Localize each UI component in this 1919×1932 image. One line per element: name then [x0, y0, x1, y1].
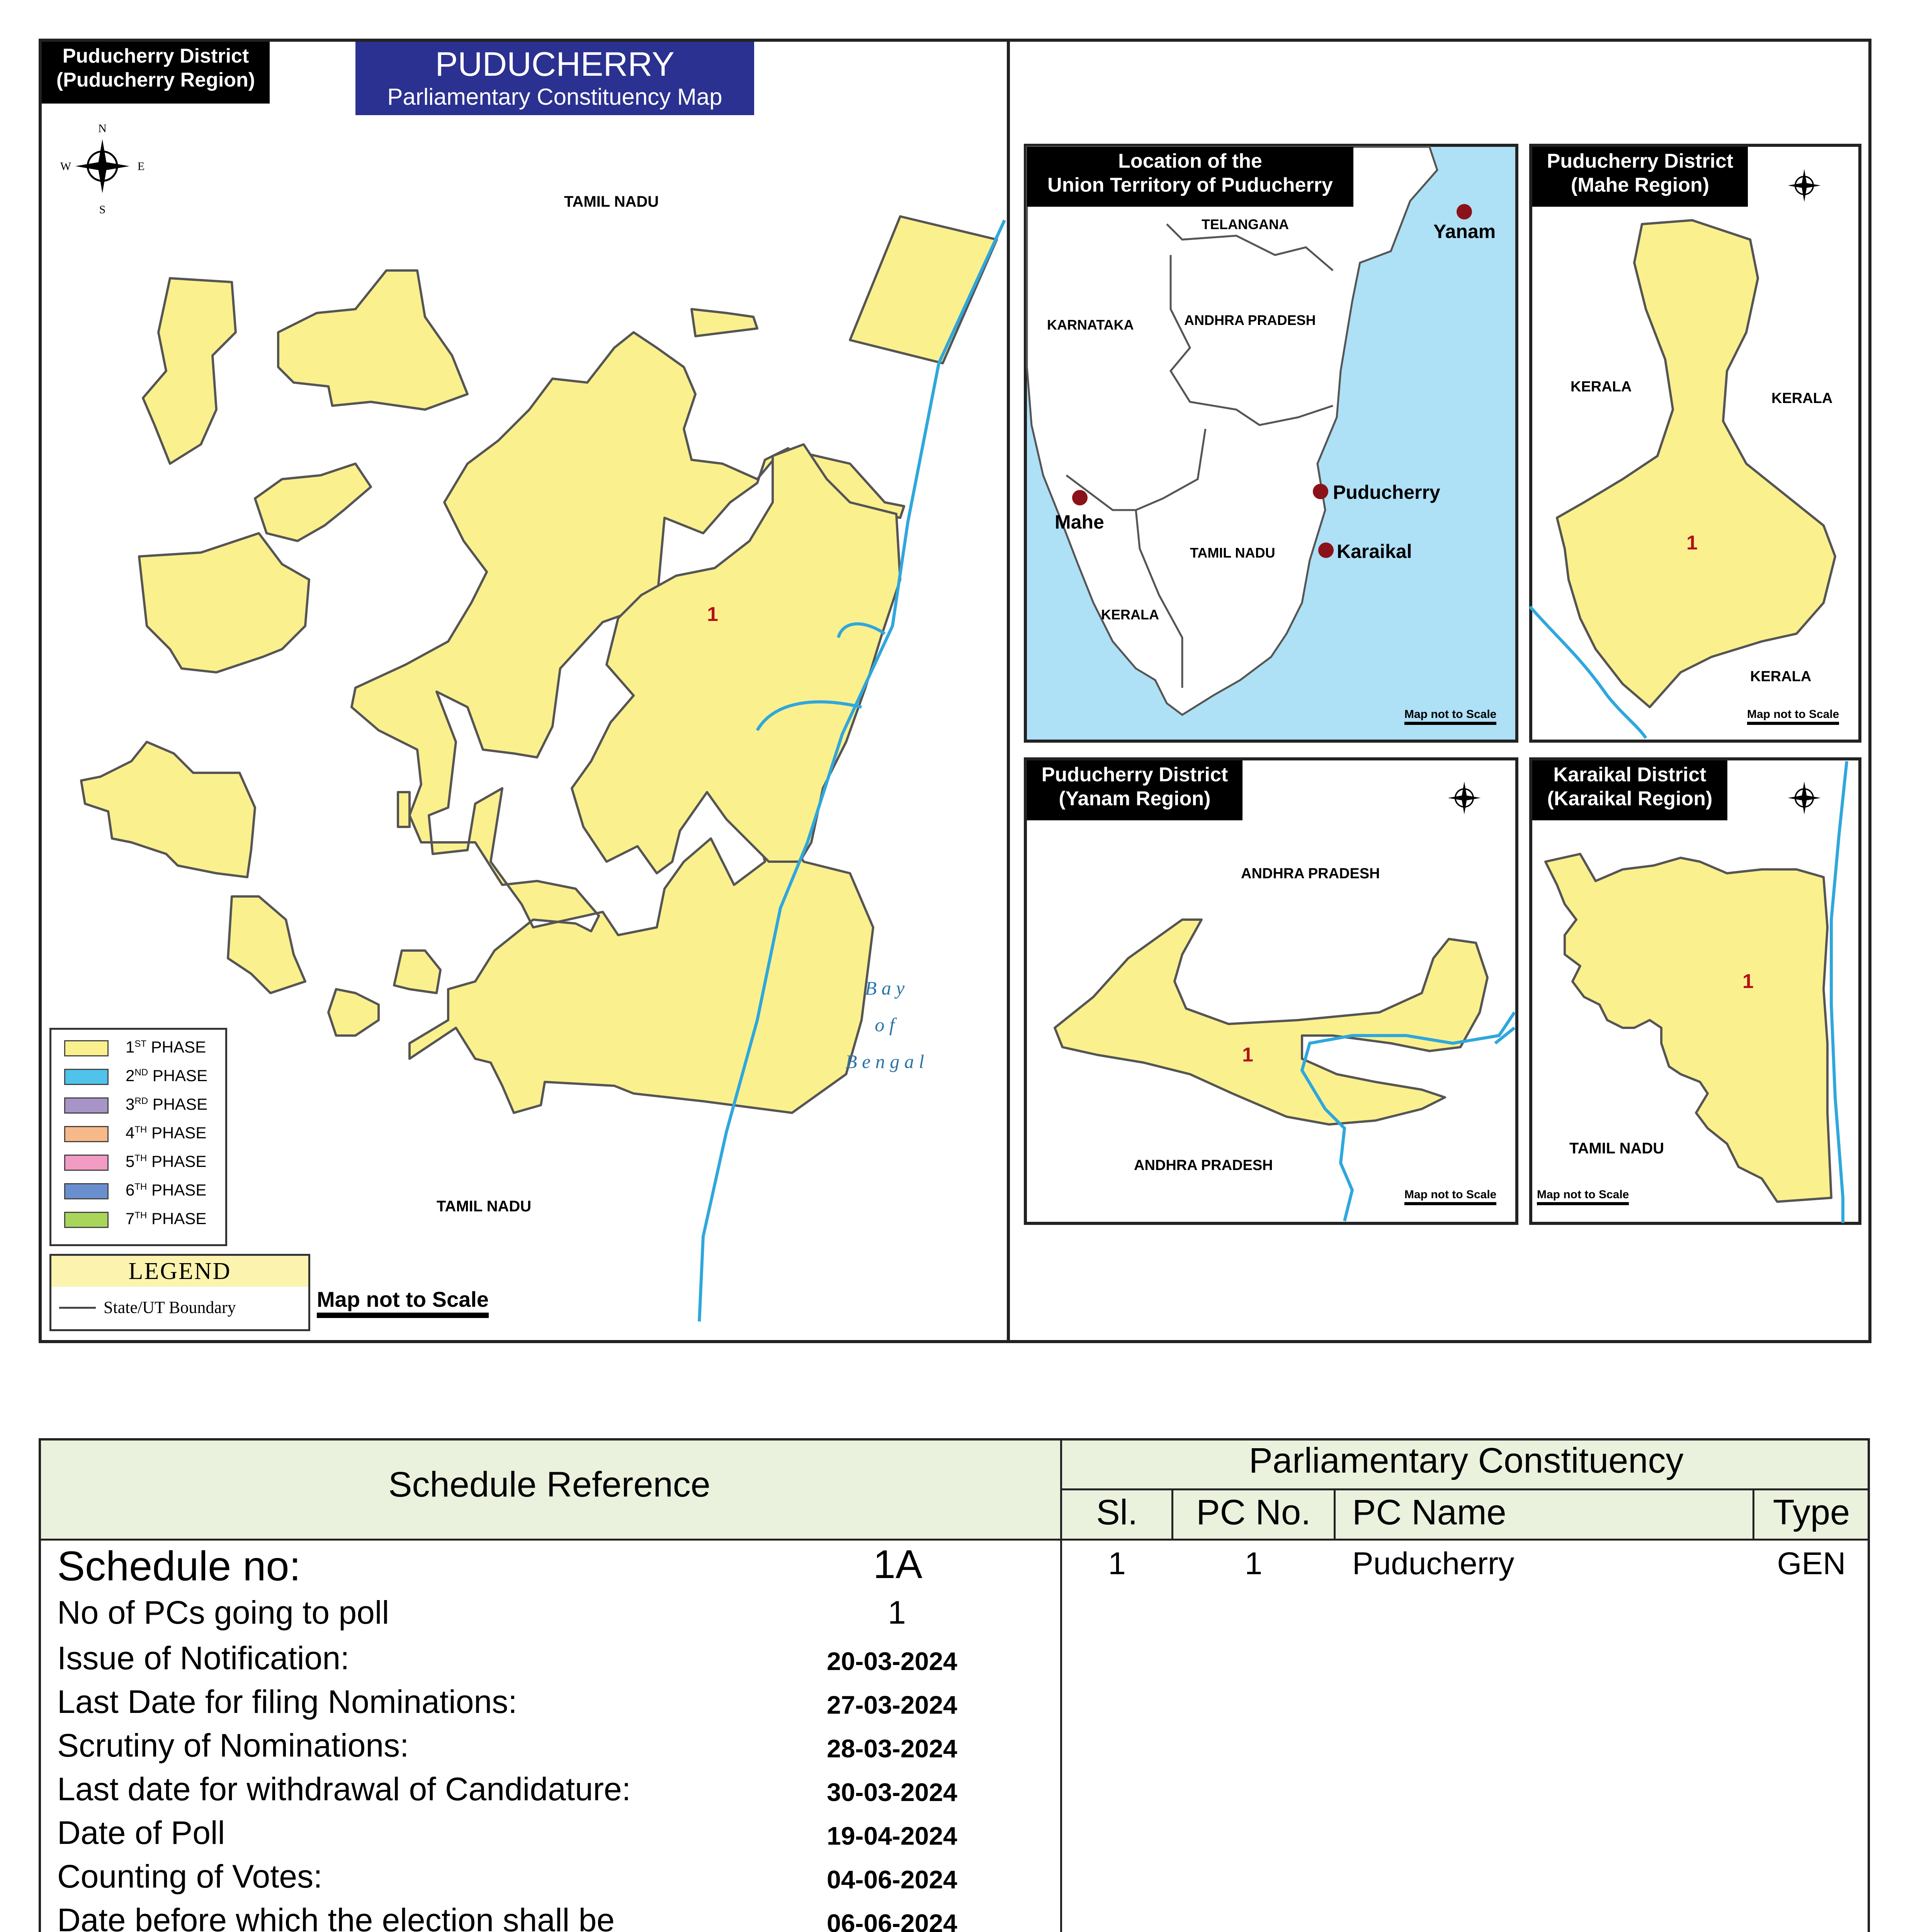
label-yanam: Yanam: [1433, 221, 1496, 242]
map-not-to-scale: Map not to Scale: [317, 1287, 489, 1318]
label-tamil-nadu-top: TAMIL NADU: [564, 193, 659, 210]
karaikal-pc-number: 1: [1742, 970, 1754, 993]
karaikal-compass-icon: [1777, 763, 1831, 833]
location-not-to-scale: Map not to Scale: [1404, 708, 1496, 725]
phase-label: 7TH PHASE: [126, 1209, 207, 1228]
sea-label-line2: o f: [875, 1014, 895, 1036]
header-parliamentary-constituency: Parliamentary Constituency: [1249, 1441, 1684, 1480]
sea-label-line1: B a y: [865, 977, 905, 999]
schedule-no-label: Schedule no:: [57, 1543, 301, 1589]
district-label-line2: (Puducherry Region): [56, 69, 255, 92]
header-bottom-line: [39, 1539, 1870, 1541]
schedule-row-value: 20-03-2024: [827, 1647, 957, 1675]
col-pc-no: PC No.: [1196, 1493, 1311, 1532]
legend-title: LEGEND: [51, 1256, 308, 1287]
pcs-label: No of PCs going to poll: [57, 1594, 389, 1631]
schedule-row-label: Last Date for filing Nominations:: [57, 1684, 517, 1720]
phase-label: 1ST PHASE: [126, 1038, 206, 1056]
schedule-row-label: Last date for withdrawal of Candidature:: [57, 1771, 631, 1807]
yanam-label-andhra-top: ANDHRA PRADESH: [1241, 866, 1380, 882]
svg-text:W: W: [60, 160, 71, 173]
yanam-title-line1: Puducherry District: [1041, 764, 1228, 786]
label-karnataka: KARNATAKA: [1047, 317, 1134, 333]
mahe-label-kerala-left: KERALA: [1571, 379, 1632, 395]
yanam-label-andhra-bottom: ANDHRA PRADESH: [1134, 1157, 1273, 1173]
phase-label: 4TH PHASE: [126, 1124, 207, 1142]
karaikal-label-tamil-nadu: TAMIL NADU: [1569, 1140, 1664, 1157]
mahe-label-kerala-right: KERALA: [1771, 390, 1833, 406]
label-telangana: TELANGANA: [1202, 216, 1289, 232]
label-tamil-nadu-bottom: TAMIL NADU: [437, 1198, 532, 1215]
phase-label: 5TH PHASE: [126, 1152, 207, 1170]
schedule-row-value: 06-06-2024: [827, 1909, 957, 1932]
pc-row-sl: 1: [1108, 1546, 1126, 1581]
schedule-row-label: Scrutiny of Nominations:: [57, 1727, 409, 1764]
pc-row-type: GEN: [1777, 1546, 1846, 1581]
label-kerala: KERALA: [1101, 607, 1159, 622]
pc-row-name: Puducherry: [1352, 1546, 1514, 1581]
yanam-pc-number: 1: [1242, 1044, 1253, 1066]
schedule-row-value: 28-03-2024: [827, 1734, 957, 1763]
schedule-row-label: Counting of Votes:: [57, 1858, 323, 1895]
svg-text:E: E: [137, 160, 145, 173]
schedule-row-label: Date of Poll: [57, 1815, 225, 1851]
label-puducherry: Puducherry: [1333, 481, 1440, 503]
district-label-line1: Puducherry District: [62, 45, 249, 67]
mahe-not-to-scale: Map not to Scale: [1747, 708, 1839, 725]
pc-header-line: [1060, 1488, 1870, 1490]
legend-boundary-label: State/UT Boundary: [104, 1298, 236, 1317]
phase-label: 2ND PHASE: [126, 1066, 208, 1085]
schedule-no-value: 1A: [873, 1542, 923, 1587]
schedule-row-value: 30-03-2024: [827, 1778, 957, 1806]
pc-number-main: 1: [707, 603, 718, 626]
label-karaikal: Karaikal: [1337, 541, 1412, 562]
sea-label-line3: B e n g a l: [845, 1051, 925, 1072]
schedule-row-value: 27-03-2024: [827, 1690, 957, 1719]
schedule-row-label: Issue of Notification:: [57, 1640, 350, 1676]
col-type: Type: [1773, 1493, 1850, 1532]
pcs-value: 1: [888, 1594, 906, 1631]
col-divider-pcno: [1334, 1488, 1336, 1539]
map-title: PUDUCHERRY: [435, 45, 675, 83]
location-title-line1: Location of the: [1118, 150, 1262, 172]
label-mahe: Mahe: [1055, 511, 1104, 533]
pc-row-pcno: 1: [1244, 1546, 1263, 1581]
phase-label: 3RD PHASE: [126, 1095, 208, 1113]
phase-label: 6TH PHASE: [126, 1181, 207, 1199]
karaikal-not-to-scale: Map not to Scale: [1537, 1188, 1629, 1205]
mahe-label-kerala-bottom: KERALA: [1750, 668, 1812, 685]
schedule-row-value: 04-06-2024: [827, 1865, 957, 1894]
schedule-row-value: 19-04-2024: [827, 1821, 957, 1850]
mahe-title-line1: Puducherry District: [1547, 150, 1734, 172]
yanam-not-to-scale: Map not to Scale: [1404, 1188, 1496, 1205]
location-title-line2: Union Territory of Puducherry: [1047, 174, 1333, 197]
svg-text:S: S: [99, 203, 106, 216]
map-subtitle: Parliamentary Constituency Map: [387, 84, 722, 110]
yanam-title-line2: (Yanam Region): [1059, 787, 1211, 810]
karaikal-coast: [1831, 761, 1847, 1223]
col-sl: Sl.: [1096, 1493, 1138, 1532]
col-divider-main: [1060, 1438, 1062, 1932]
karaikal-title-line1: Karaikal District: [1553, 764, 1707, 786]
mahe-pc-number: 1: [1686, 532, 1698, 554]
mahe-title-line2: (Mahe Region): [1571, 174, 1710, 197]
label-andhra-pradesh: ANDHRA PRADESH: [1184, 312, 1316, 328]
header-schedule-reference: Schedule Reference: [388, 1465, 710, 1504]
schedule-row-label: Date before which the election shall be: [57, 1902, 615, 1932]
col-pc-name: PC Name: [1352, 1493, 1506, 1532]
label-tamil-nadu: TAMIL NADU: [1190, 545, 1275, 561]
karaikal-title-line2: (Karaikal Region): [1547, 787, 1713, 810]
svg-text:N: N: [98, 122, 107, 135]
